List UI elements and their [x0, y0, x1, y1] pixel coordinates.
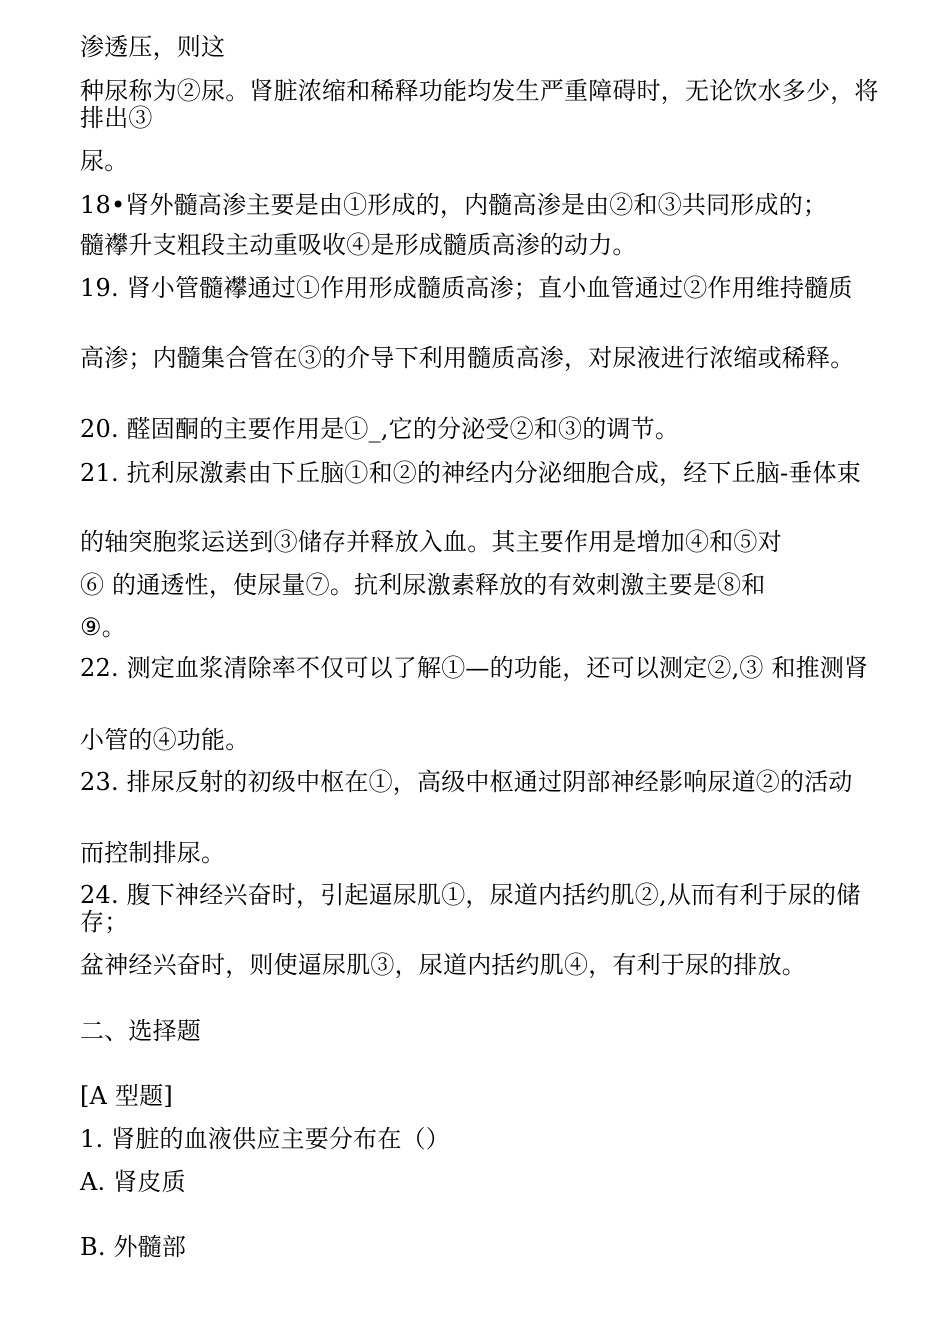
text-line: 20. 醛固酮的主要作用是①_,它的分泌受②和③的调节。 — [80, 415, 680, 443]
text-line: 渗透压，则这 — [80, 33, 226, 61]
section-heading: 二、选择题 — [80, 1017, 201, 1045]
text-line: 髓襻升支粗段主动重吸收④是形成髓质高渗的动力。 — [80, 231, 637, 259]
text-line: 尿。 — [80, 147, 129, 175]
subsection-heading: [A 型题] — [80, 1082, 173, 1110]
text-line: ⑨。 — [80, 613, 126, 641]
text-line: 22. 测定血浆清除率不仅可以了解①—的功能，还可以测定②,③ 和推测肾 — [80, 654, 869, 682]
question-text: 1. 肾脏的血液供应主要分布在（） — [80, 1125, 450, 1153]
text-line: 19. 肾小管髓襻通过①作用形成髓质高渗；直小血管通过②作用维持髓质 — [80, 274, 853, 302]
text-line: ⑥ 的通透性，使尿量⑦。抗利尿激素释放的有效刺激主要是⑧和 — [80, 571, 766, 599]
text-line: 盆神经兴奋时，则使逼尿肌③，尿道内括约肌④，有利于尿的排放。 — [80, 951, 806, 979]
text-line: 21. 抗利尿激素由下丘脑①和②的神经内分泌细胞合成，经下丘脑-垂体束 — [80, 459, 861, 487]
answer-option: A. 肾皮质 — [80, 1168, 186, 1196]
text-line: 的轴突胞浆运送到③储存并释放入血。其主要作用是增加④和⑤对 — [80, 528, 782, 556]
text-line: 小管的④功能。 — [80, 726, 250, 754]
answer-option: B. 外髓部 — [80, 1233, 187, 1261]
text-line: 高渗；内髓集合管在③的介导下利用髓质高渗，对尿液进行浓缩或稀释。 — [80, 344, 855, 372]
text-line: 23. 排尿反射的初级中枢在①，高级中枢通过阴部神经影响尿道②的活动 — [80, 768, 853, 796]
text-line: 24. 腹下神经兴奋时，引起逼尿肌①，尿道内括约肌②,从而有利于尿的储存； — [80, 881, 861, 936]
text-line: 而控制排尿。 — [80, 839, 226, 867]
text-line: 18•肾外髓高渗主要是由①形成的，内髓高渗是由②和③共同形成的； — [80, 191, 828, 219]
text-line: 种尿称为②尿。肾脏浓缩和稀释功能均发生严重障碍时，无论饮水多少，将排出③ — [80, 77, 879, 132]
